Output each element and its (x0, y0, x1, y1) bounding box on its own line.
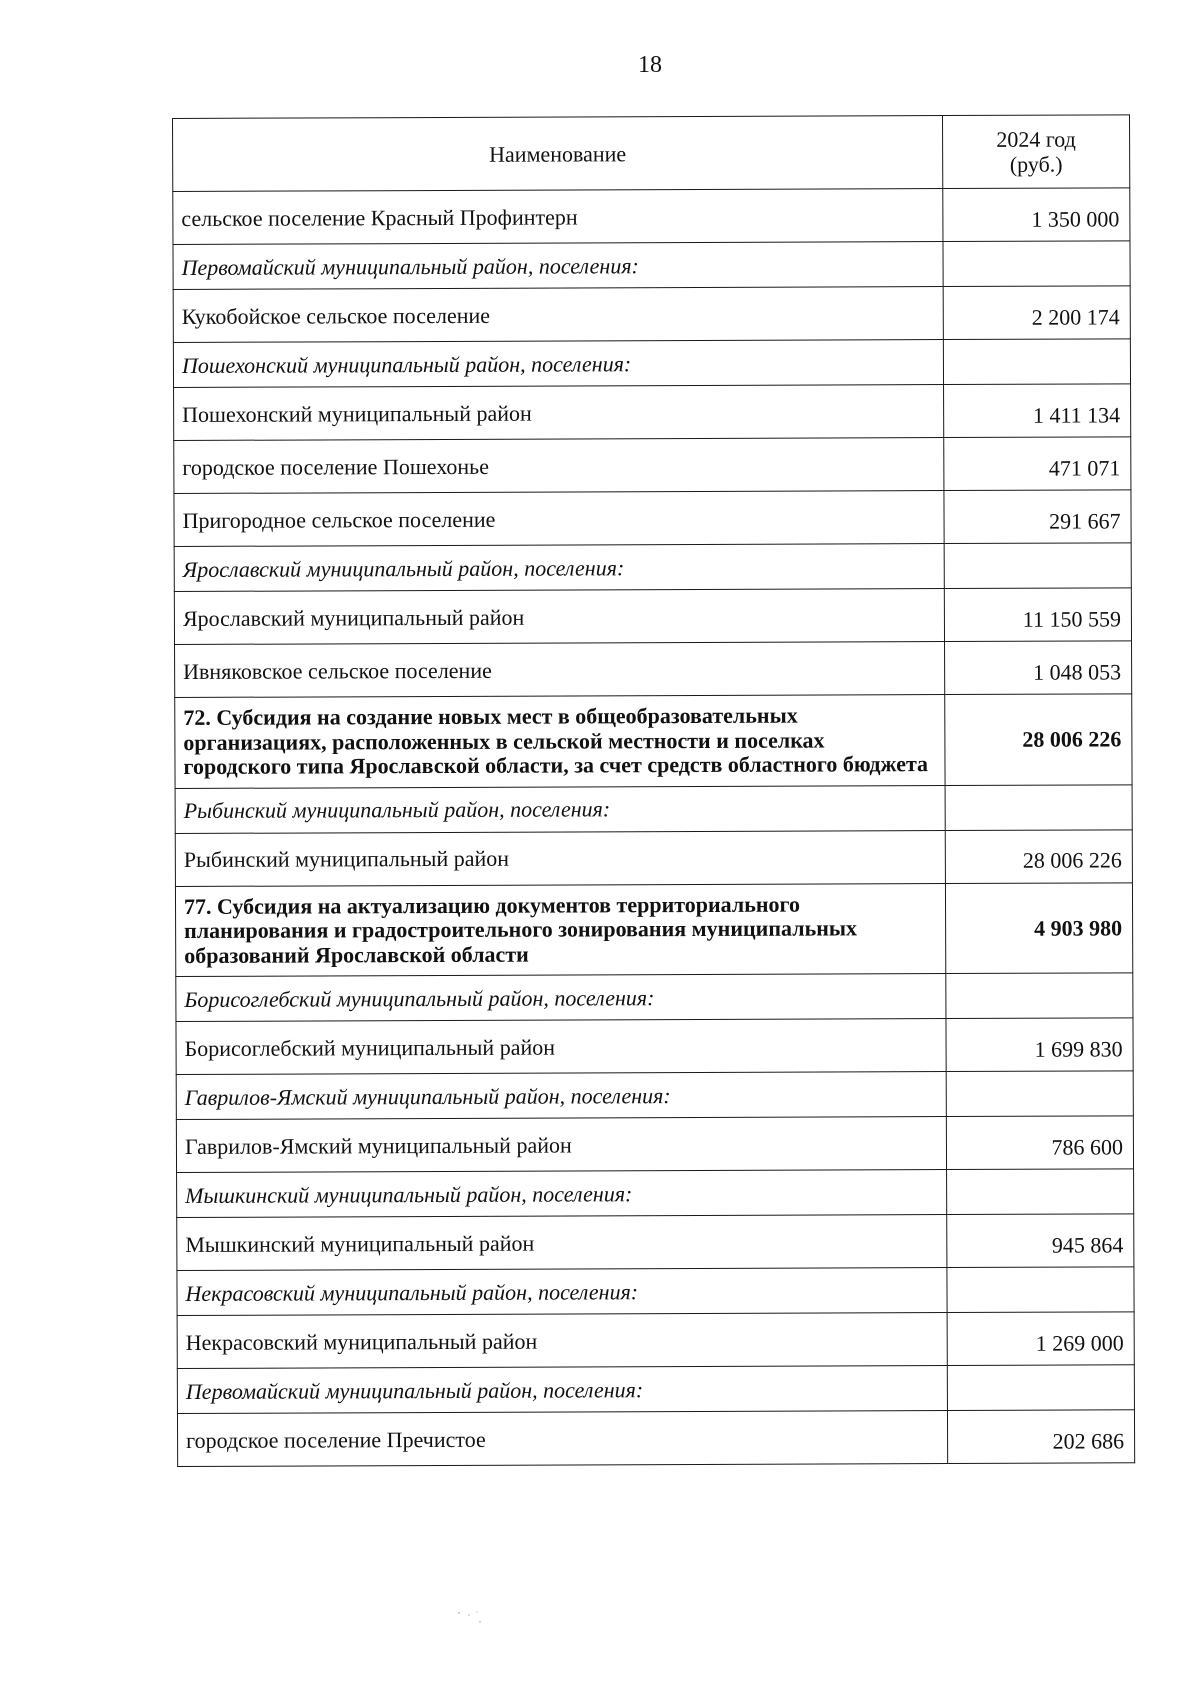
row-amount: 1 699 830 (946, 1018, 1133, 1072)
group-header-row (173, 339, 1130, 388)
table-header-row (173, 115, 1130, 192)
row-amount (947, 1169, 1134, 1215)
group-header-row (176, 973, 1133, 1022)
row-amount: 1 411 134 (944, 384, 1131, 438)
subsidy-row (175, 694, 1132, 788)
row-amount: 1 350 000 (943, 188, 1130, 242)
row-name: Ярославский муниципальный район (174, 589, 944, 645)
scan-speckles (455, 1610, 485, 1630)
row-amount (947, 1365, 1134, 1411)
budget-table (172, 114, 1135, 1467)
table-row (175, 829, 1132, 886)
row-name: 72. Субсидия на создание новых мест в общеобразовательных организациях, расположенных в сельской местности и поселках городского типа Ярославской области, за счет средств областного бюджета (175, 695, 945, 788)
row-name: Пошехонский муниципальный район, поселения: (173, 340, 943, 388)
header-amount-year: 2024 год (996, 126, 1076, 152)
table-row (177, 1214, 1134, 1271)
row-name: сельское поселение Красный Профинтерн (173, 189, 943, 245)
row-name: 77. Субсидия на актуализацию документов территориального планирования и градостроительного зонирования муниципальных образований Ярославской области (175, 883, 945, 976)
row-name: Ярославский муниципальный район, поселения: (174, 544, 944, 592)
page-number: 18 (638, 52, 662, 78)
row-amount: 28 006 226 (945, 829, 1132, 883)
group-header-row (173, 241, 1130, 290)
row-name: Некрасовский муниципальный район (177, 1313, 947, 1369)
header-amount-unit: (руб.) (1009, 151, 1063, 177)
table-row (176, 1116, 1133, 1173)
table-row (174, 588, 1131, 645)
row-amount: 28 006 226 (945, 694, 1132, 785)
header-name: Наименование (173, 116, 943, 192)
row-name: Кукобойское сельское поселение (173, 287, 943, 343)
row-amount (944, 543, 1131, 589)
group-header-row (174, 543, 1131, 592)
row-amount: 1 048 053 (945, 641, 1132, 695)
table-row (177, 1410, 1134, 1467)
row-amount (943, 241, 1130, 287)
row-name: Рыбинский муниципальный район (175, 830, 945, 886)
row-name: Пригородное сельское поселение (174, 491, 944, 547)
table-row (173, 286, 1130, 343)
row-amount (946, 1071, 1133, 1117)
row-name: Борисоглебский муниципальный район, поселения: (176, 974, 946, 1022)
group-header-row (176, 1071, 1133, 1120)
group-header-row (177, 1267, 1134, 1316)
row-amount: 2 200 174 (943, 286, 1130, 340)
table-body (173, 188, 1135, 1467)
row-amount (943, 339, 1130, 385)
subsidy-row (175, 882, 1132, 976)
row-amount: 11 150 559 (944, 588, 1131, 642)
row-amount: 471 071 (944, 437, 1131, 491)
group-header-row (175, 784, 1132, 833)
row-amount: 4 903 980 (945, 882, 1132, 973)
table-row (177, 1312, 1134, 1369)
row-name: Мышкинский муниципальный район, поселения: (177, 1170, 947, 1218)
row-name: городское поселение Пречистое (177, 1411, 947, 1467)
row-name: Первомайский муниципальный район, поселения: (177, 1366, 947, 1414)
row-name: Мышкинский муниципальный район (177, 1215, 947, 1271)
row-amount (945, 784, 1132, 830)
row-amount (947, 1267, 1134, 1313)
row-amount (946, 973, 1133, 1019)
row-amount: 945 864 (947, 1214, 1134, 1268)
row-name: Рыбинский муниципальный район, поселения: (175, 785, 945, 833)
row-name: Гаврилов-Ямский муниципальный район, поселения: (176, 1072, 946, 1120)
row-name: Борисоглебский муниципальный район (176, 1019, 946, 1075)
row-name: Первомайский муниципальный район, поселения: (173, 242, 943, 290)
header-amount (942, 115, 1129, 189)
row-name: Некрасовский муниципальный район, поселения: (177, 1268, 947, 1316)
table-row (175, 641, 1132, 698)
row-name: Пошехонский муниципальный район (174, 385, 944, 441)
table-row (174, 384, 1131, 441)
group-header-row (177, 1169, 1134, 1218)
table-row (174, 490, 1131, 547)
row-amount: 291 667 (944, 490, 1131, 544)
row-name: городское поселение Пошехонье (174, 438, 944, 494)
table-row (173, 188, 1130, 245)
row-amount: 1 269 000 (947, 1312, 1134, 1366)
row-amount: 786 600 (946, 1116, 1133, 1170)
group-header-row (177, 1365, 1134, 1414)
table-row (174, 437, 1131, 494)
row-amount: 202 686 (947, 1410, 1134, 1464)
table-row (176, 1018, 1133, 1075)
row-name: Ивняковское сельское поселение (175, 642, 945, 698)
row-name: Гаврилов-Ямский муниципальный район (176, 1117, 946, 1173)
